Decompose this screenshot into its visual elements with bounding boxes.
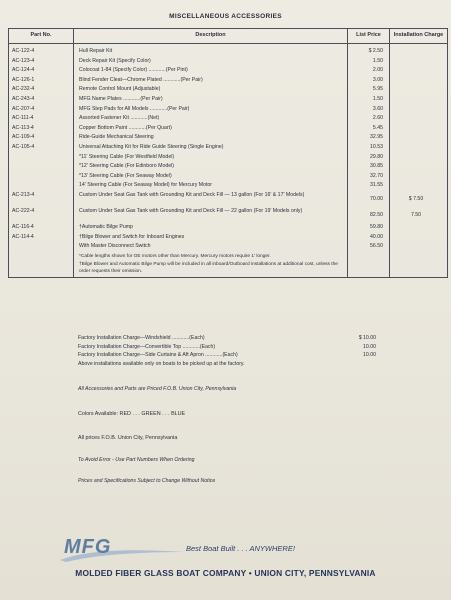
table-row: AC-111-4 Assorted Fastener Kit ............(Net) 2.60 [12,115,383,122]
fob-note: All Accessories and Parts are Priced F.O.B. Union City, Pennsylvania [78,386,237,392]
table-row: AC-124-4 Colocoat 1-84 (Specify Color) ............(Per Pint) 2.00 [12,67,383,74]
table-row: AC-126-1 Blind Fender Cleat—Chrome Plated ............(Per Pair) 3.00 [12,76,383,83]
change-notice: Prices and Specifications Subject to Change Without Notice [78,478,216,484]
header-part-no: Part No. [9,29,73,44]
table-row: *13' Steering Cable (For Seaway Model) 32.70 [79,172,383,179]
table-row: AC-232-4 Remote Control Mount (Adjustable) 5.95 [12,86,383,93]
section-title: MISCELLANEOUS ACCESSORIES [169,13,282,20]
bilge-footnote: †Bilge Blower and Automatic Bilge Pump will be included in all inboard/Outboard installations at additional cost, unless the order requests their omission. [79,262,338,274]
table-row: AC-213-4 Custom Under Seat Gas Tank with Grounding Kit and Deck Fill — 13 gallon (For 16' & 17' Models) 70.00 $ 7.50 [12,191,424,202]
table-row: AC-109-4 Ride-Guide Mechanical Steering 32.95 [12,134,383,141]
table-row: AC-114-4 †Bilge Blower and Switch for Inboard Engines 40.00 [12,233,383,240]
table-row: AC-113-4 Copper Bottom Paint ............(Per Quart) 5.45 [12,124,383,131]
header-installation-charge: Installation Charge [390,29,447,44]
installation-row: Above installations available only on boats to be picked up at the factory. [78,360,245,367]
table-row: AC-222-4 Custom Under Seat Gas Tank with Grounding Kit and Deck Fill — 22 gallon (For 19' Models only) 82.50 7.50 [12,207,422,218]
avoid-error-note: To Avoid Error - Use Part Numbers When Ordering [78,457,195,463]
installation-row: Factory Installation Charge—Side Curtains & Aft Apron ............(Each) 10.00 [78,352,376,359]
table-row: 14' Steering Cable (For Seaway Model) for Mercury Motor 31.55 [79,182,383,189]
table-row: *11' Steering Cable (For Westfield Model) 29.80 [79,153,383,160]
accessories-table [8,28,448,278]
colors-available: Colors Available: RED . . . GREEN . . . BLUE [78,411,186,417]
installation-charges [78,334,438,368]
tagline: Best Boat Built . . . ANYWHERE! [186,544,295,553]
brand-logo-area [58,536,398,564]
cable-footnote: *Cable lengths shown for OE motors other than Mercury. Mercury motors require 1' longer. [79,253,271,259]
installation-row: Factory Installation Charge—Windshield ............(Each) $ 10.00 [78,335,376,341]
mfg-logo: MFG [64,536,112,558]
table-row: AC-116-4 †Automatic Bilge Pump 59.80 [12,223,383,230]
header-list-price: List Price [348,29,389,44]
prices-fob: All prices F.O.B. Union City, Pennsylvania [78,435,178,441]
company-name: MOLDED FIBER GLASS BOAT COMPANY • UNION CITY, PENNSYLVANIA [75,568,376,578]
table-row: AC-123-4 Deck Repair Kit (Specify Color) 1.50 [12,57,383,64]
table-row: AC-105-4 Universal Attaching Kit for Ride Guide Steering (Single Engine) 10.53 [12,143,383,150]
table-row: AC-207-4 MFG Step Pads for All Models ............(Per Pair) 3.60 [12,105,383,112]
table-row: *12' Steering Cable (For Edinboro Model) 30.85 [79,163,383,170]
installation-row: Factory Installation Charge—Convertible Top ............(Each) 10.00 [78,343,376,350]
table-row: With Master Disconnect Switch 56.50 [79,243,383,250]
table-rows [9,47,447,275]
header-description: Description [74,29,347,44]
table-row: AC-243-4 MFG Name Plates ............(Per Pair) 1.50 [12,95,383,102]
table-row: AC-122-4 Hull Repair Kit $ 2.50 [12,48,383,54]
